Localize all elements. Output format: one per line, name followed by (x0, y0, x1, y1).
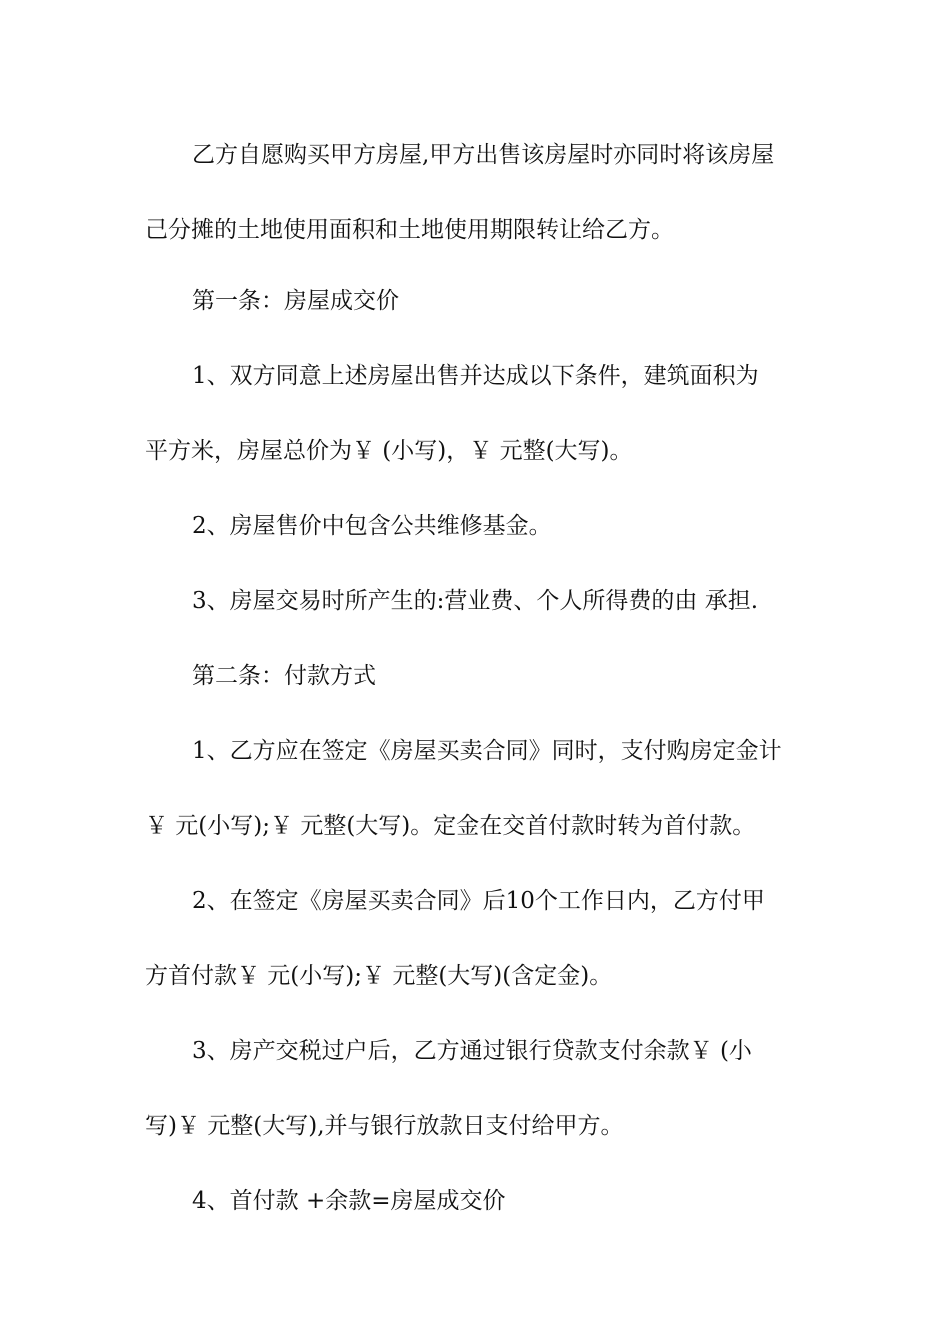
article-2-item-3-line-1: 3、房产交税过户后，乙方通过银行贷款支付余款￥ (小 (192, 1038, 752, 1064)
article-1-heading: 第一条：房屋成交价 (192, 288, 399, 314)
article-2-item-2-line-2: 方首付款￥ 元(小写);￥ 元整(大写)(含定金)。 (145, 963, 613, 989)
article-1-item-3: 3、房屋交易时所产生的:营业费、个人所得费的由 承担. (192, 588, 759, 614)
paragraph-intro-line-2: 己分摊的土地使用面积和土地使用期限转让给乙方。 (145, 217, 674, 243)
article-2-item-4: 4、首付款 +余款=房屋成交价 (192, 1188, 506, 1214)
article-2-item-3-line-2: 写)￥ 元整(大写),并与银行放款日支付给甲方。 (145, 1113, 624, 1139)
article-1-item-1-line-1: 1、双方同意上述房屋出售并达成以下条件，建筑面积为 (192, 363, 759, 389)
article-2-heading: 第二条：付款方式 (192, 663, 376, 689)
paragraph-intro-line-1: 乙方自愿购买甲方房屋,甲方出售该房屋时亦同时将该房屋 (192, 142, 775, 168)
article-2-item-1-line-2: ￥ 元(小写);￥ 元整(大写)。定金在交首付款时转为首付款。 (145, 813, 756, 839)
article-1-item-1-line-2: 平方米，房屋总价为￥ (小写)，￥ 元整(大写)。 (145, 438, 633, 464)
article-1-item-2: 2、房屋售价中包含公共维修基金。 (192, 513, 552, 539)
article-2-item-2-line-1: 2、在签定《房屋买卖合同》后10个工作日内，乙方付甲 (192, 888, 765, 914)
article-2-item-1-line-1: 1、乙方应在签定《房屋买卖合同》同时，支付购房定金计 (192, 738, 782, 764)
